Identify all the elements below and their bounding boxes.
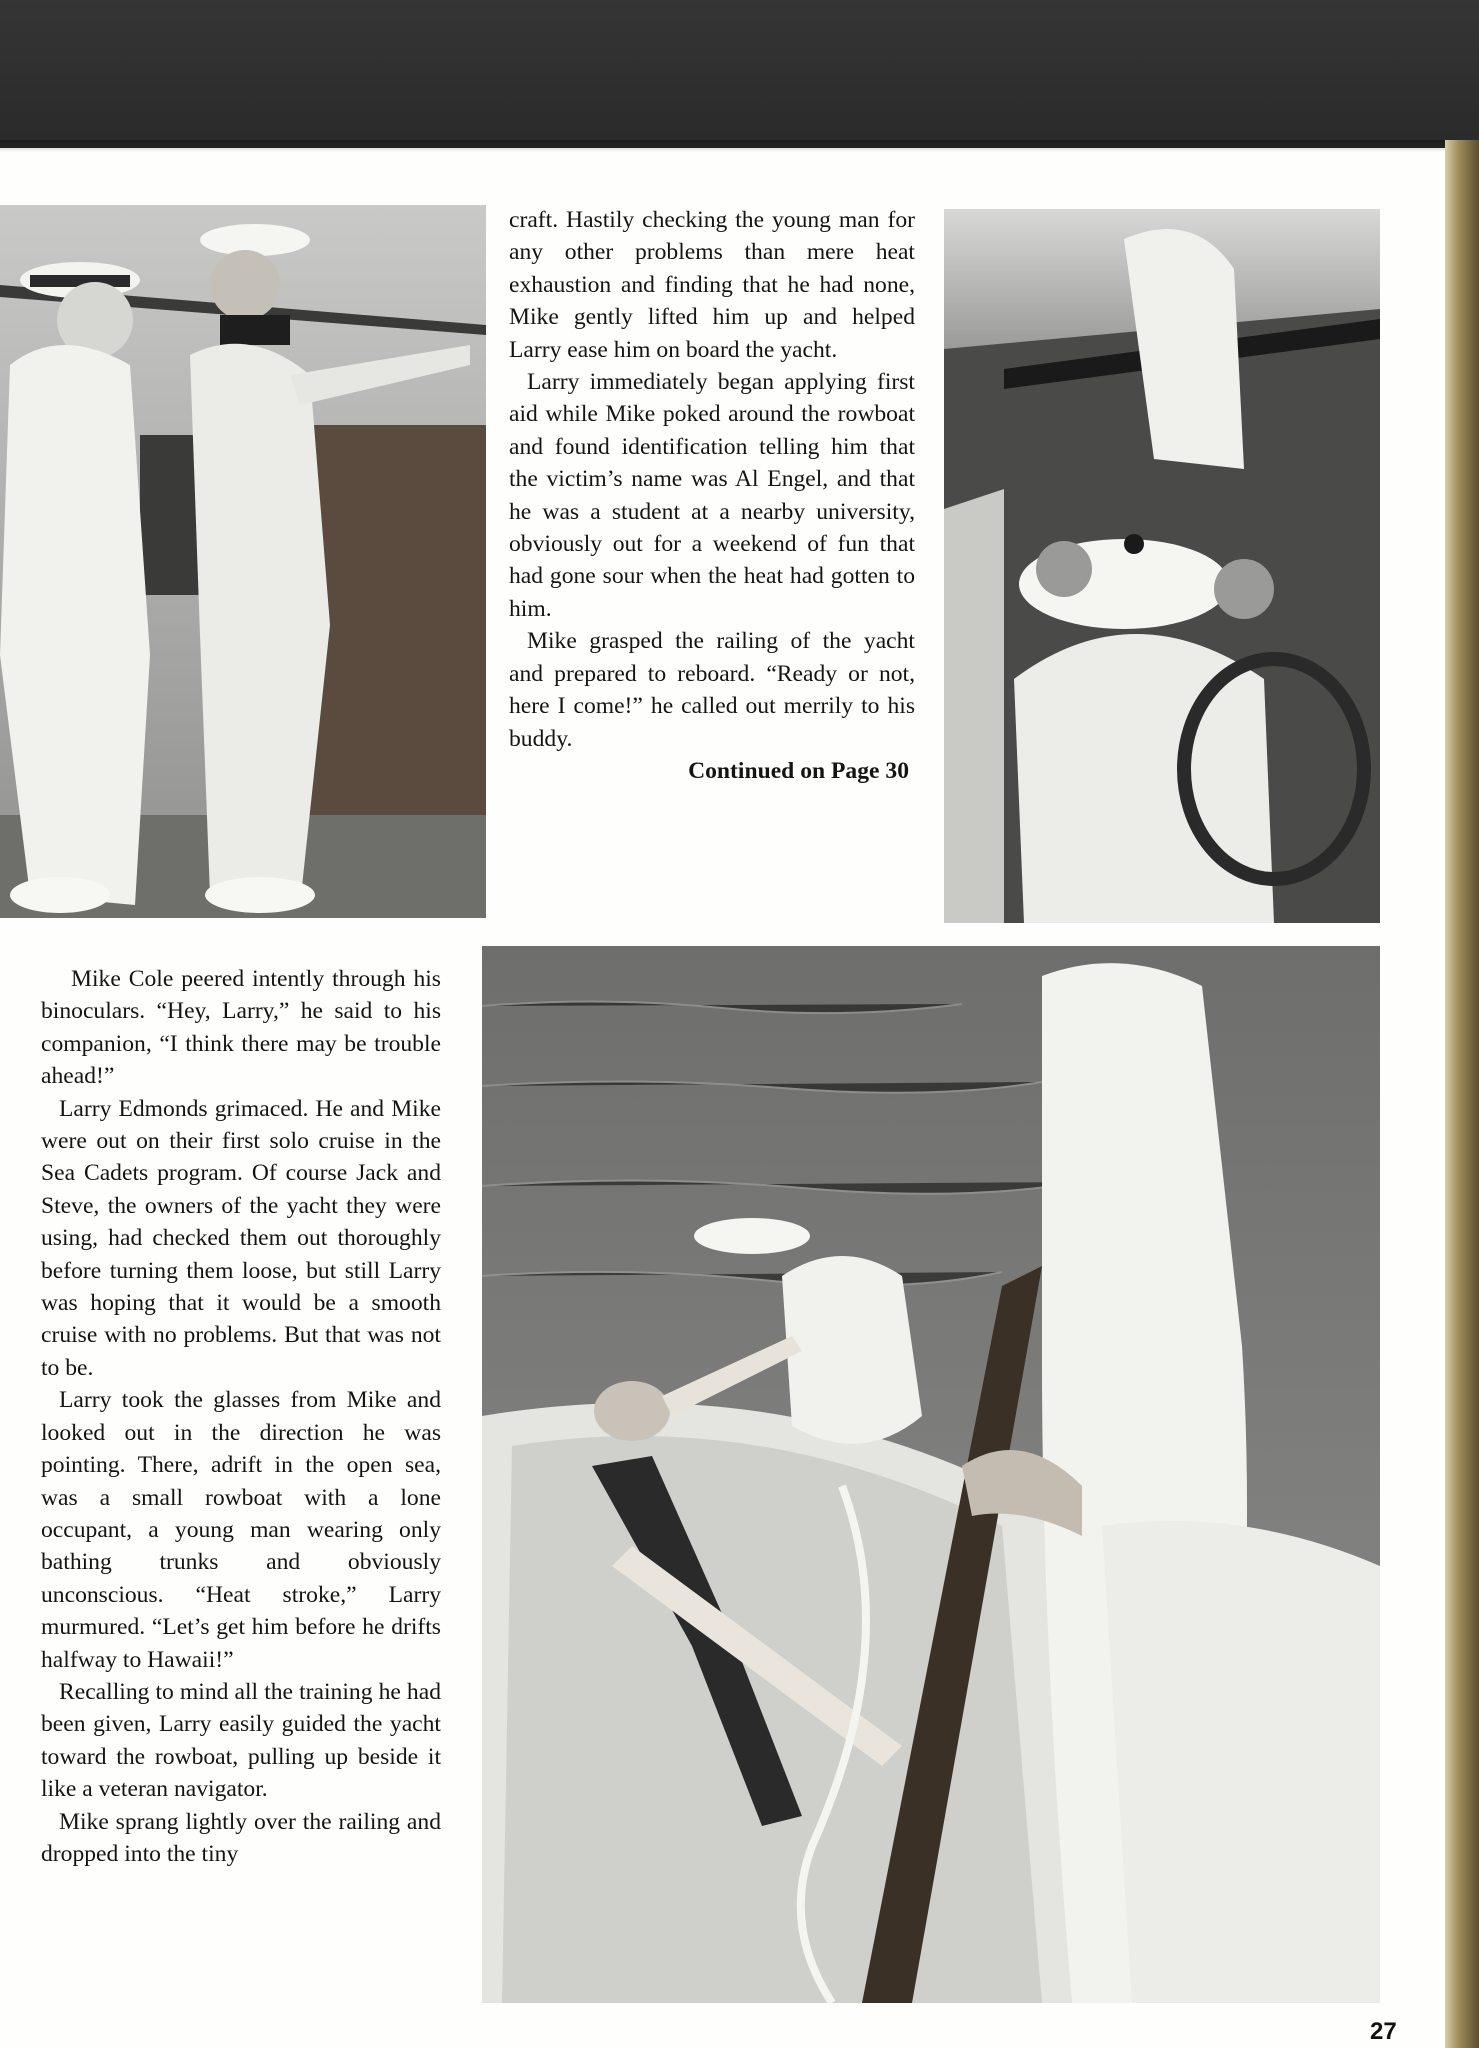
paragraph: Larry immediately began applying first aid while Mike poked around the rowboat and found identification telling him that the victim’s name was Al Engel, and that he was a student at a nearby university, obviously out for a weekend of fun that had gone sour when the heat had gotten to him. <box>509 369 915 622</box>
paragraph: Mike Cole peered intently through his binoculars. “Hey, Larry,” he said to his companion, “I think there may be trouble ahead!” <box>41 966 441 1090</box>
paragraph: Recalling to mind all the training he had been given, Larry easily guided the yacht toward the rowboat, pulling up beside it like a veteran navigator. <box>41 1678 441 1803</box>
page-edge-shadow <box>0 140 1479 152</box>
photo-icon <box>944 209 1380 923</box>
paragraph: Mike sprang lightly over the railing and dropped into the tiny <box>41 1808 441 1867</box>
paragraph: Larry Edmonds grimaced. He and Mike were out on their first solo cruise in the Sea Cadets program. Of course Jack and Steve, the owners of the yacht they were using, had checked them out thoroughly before turning them loose, but still Larry was hoping that it would be a smooth cruise with no problems. But that was not to be. <box>41 1095 441 1381</box>
photo-rowboat-rescue <box>482 946 1380 2003</box>
article-column-top <box>509 204 915 787</box>
photo-sailors-binoculars <box>0 205 486 918</box>
page-number: 27 <box>1370 2018 1397 2045</box>
photo-icon <box>0 205 486 918</box>
paragraph: craft. Hastily checking the young man for any other problems than mere heat exhaustion and finding that he had none, Mike gently lifted him up and helped Larry ease him on board the yacht. <box>509 207 915 363</box>
paragraph: Mike grasped the railing of the yacht and prepared to reboard. “Ready or not, here I come!” he called out merrily to his buddy. <box>509 628 915 752</box>
continued-note: Continued on Page 30 <box>688 757 909 784</box>
paragraph: Larry took the glasses from Mike and looked out in the direction he was pointing. There, adrift in the open sea, was a small rowboat with a lone occupant, a young man wearing only bathing trunks and obviously unconscious. “Heat stroke,” Larry murmured. “Let’s get him before he drifts halfway to Hawaii!” <box>41 1387 441 1673</box>
scan-background <box>0 0 1479 148</box>
article-column-left <box>41 963 441 1870</box>
photo-icon <box>482 946 1380 2003</box>
photo-sailor-at-helm <box>944 209 1380 923</box>
page-spine <box>1445 140 1479 2048</box>
